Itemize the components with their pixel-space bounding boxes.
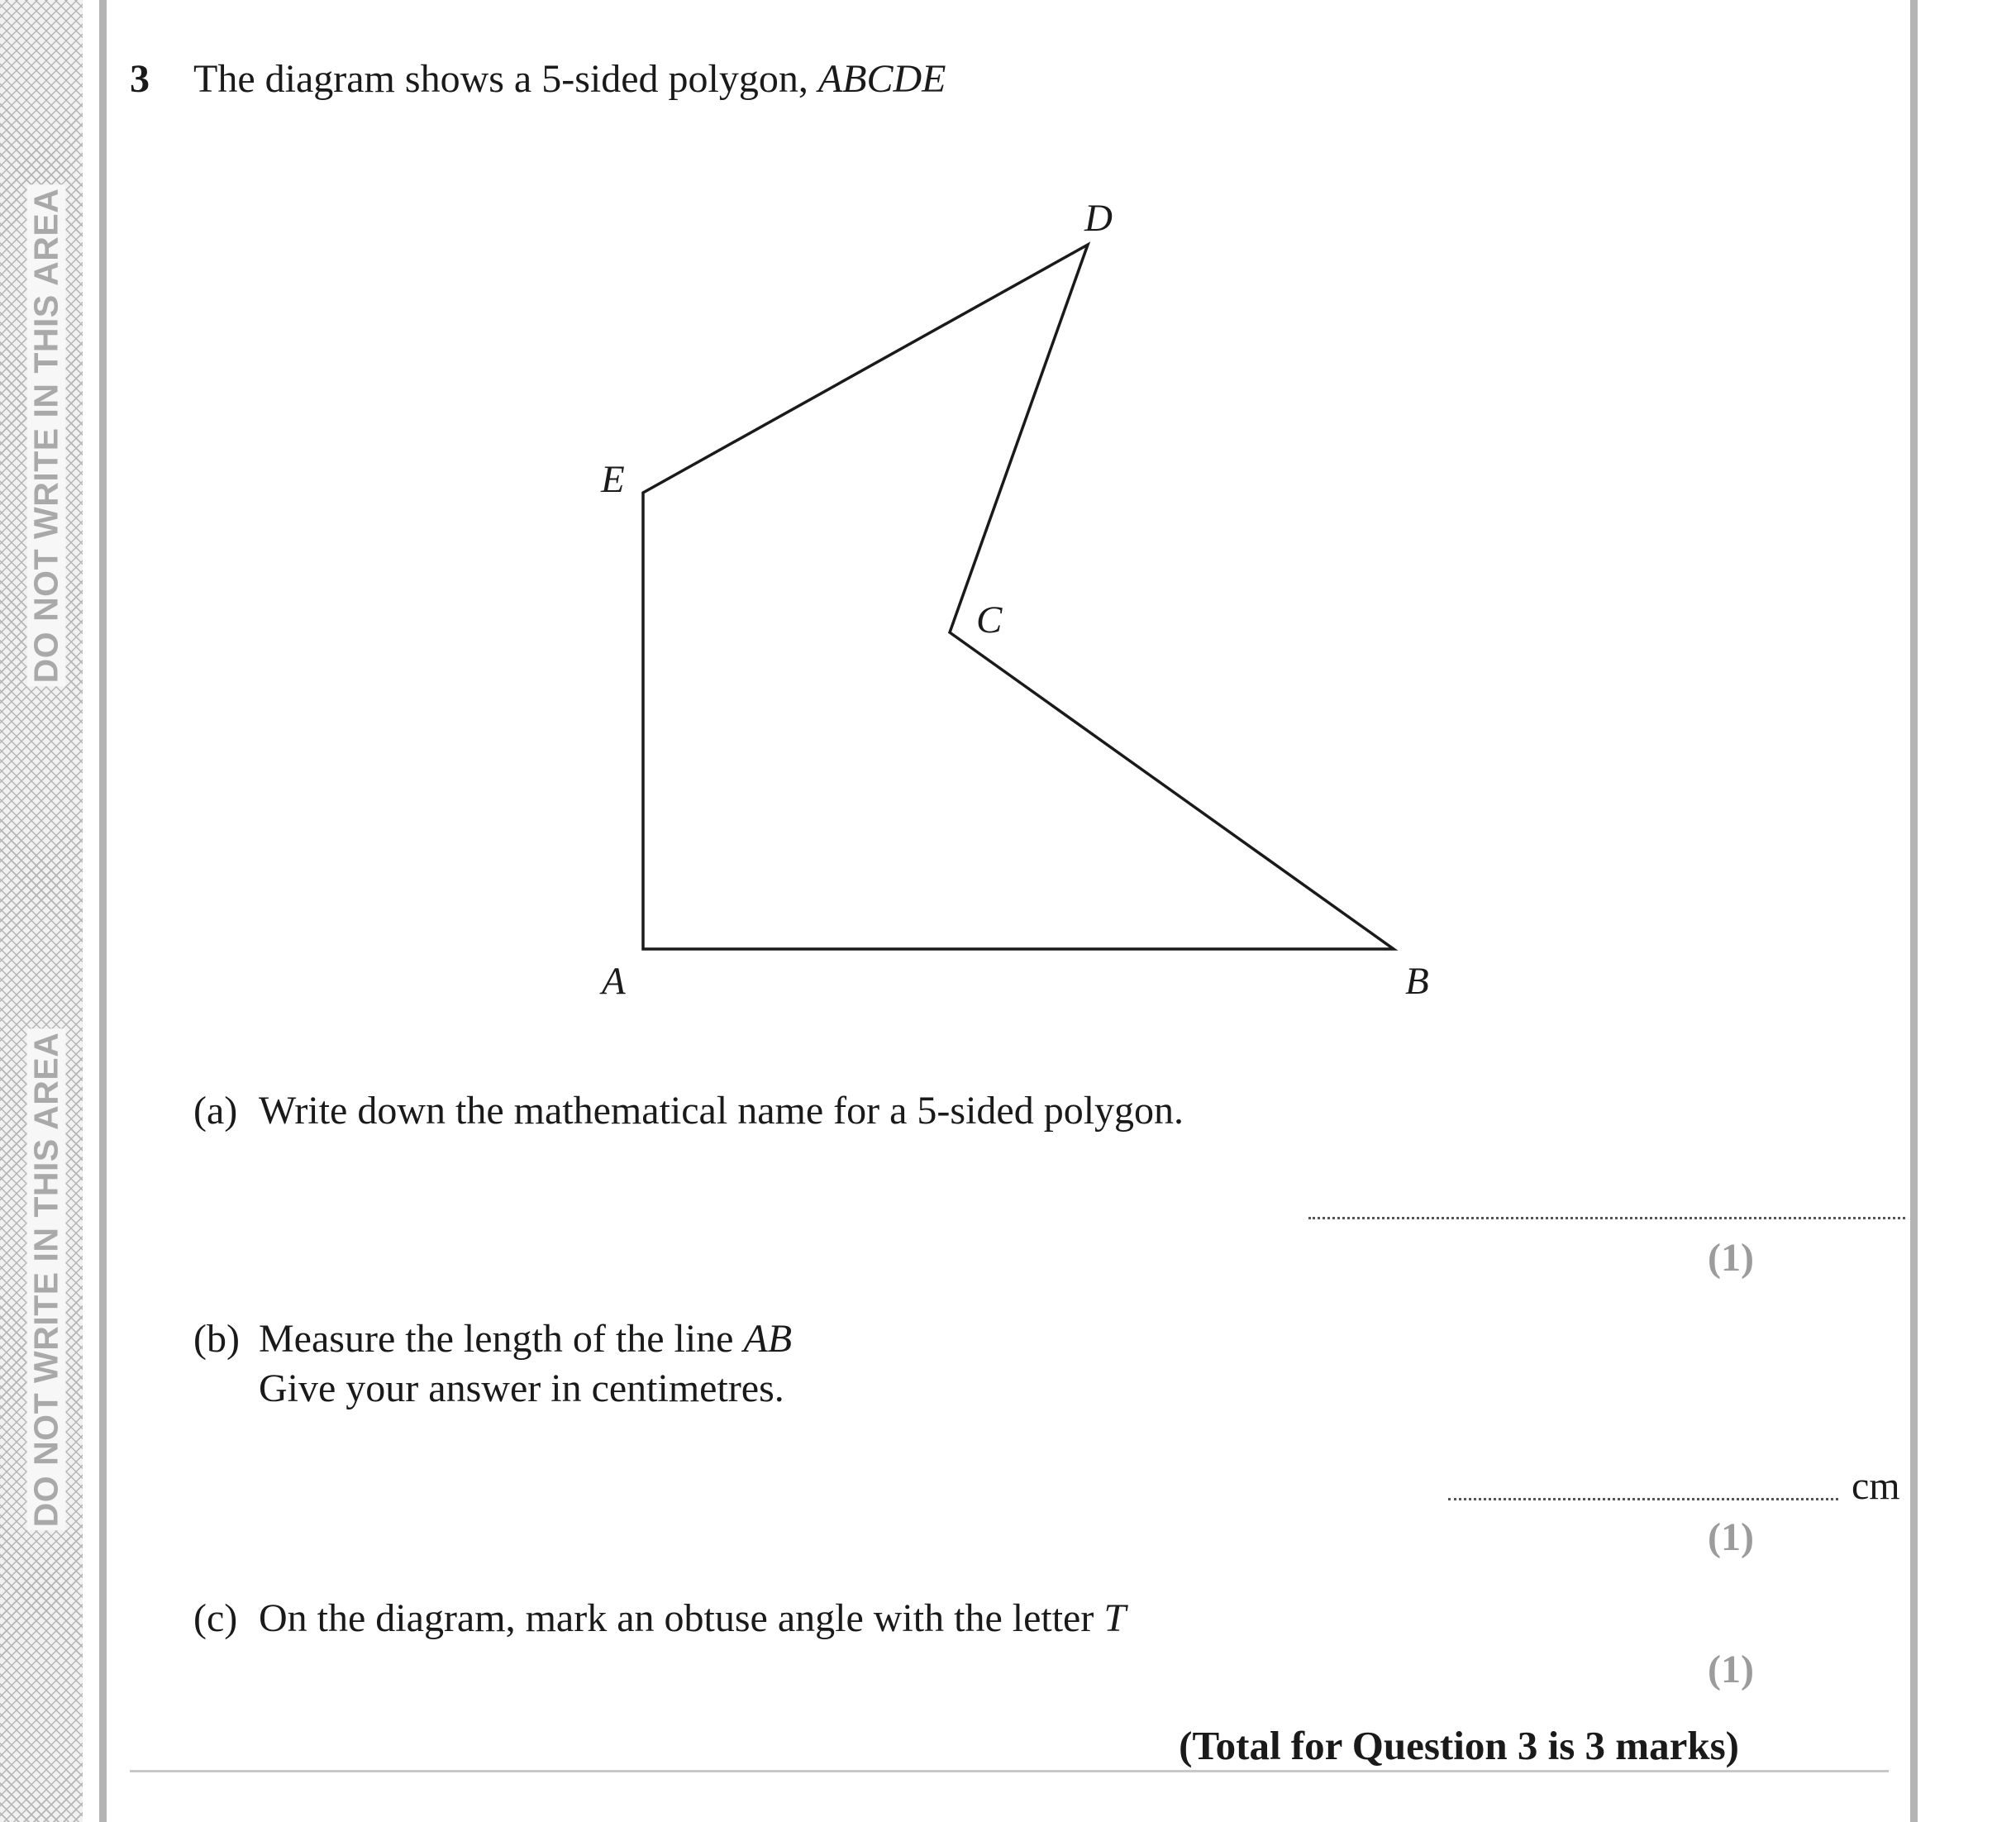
vertex-label-a: A [602, 960, 626, 1003]
marks-c: (1) [1708, 1648, 1754, 1691]
part-c-letter: T [1103, 1596, 1127, 1640]
marks-b: (1) [1708, 1515, 1754, 1559]
question-polygon-name: ABCDE [817, 57, 946, 101]
vertex-label-c: C [976, 599, 1003, 642]
part-a-label: (a) [193, 1089, 238, 1133]
margin-warning-lower: DO NOT WRITE IN THIS AREA [27, 1029, 66, 1531]
polygon-abcde[interactable] [643, 245, 1394, 949]
vertex-label-b: B [1405, 960, 1429, 1003]
answer-line-b[interactable] [1448, 1498, 1838, 1500]
part-b-line2: Give your answer in centimetres. [259, 1366, 784, 1410]
part-b-label: (b) [193, 1317, 240, 1361]
part-b-line1 [259, 1316, 792, 1362]
part-c-label: (c) [193, 1596, 238, 1640]
marks-a: (1) [1708, 1236, 1754, 1280]
question-stem-text: The diagram shows a 5-sided polygon, [193, 57, 818, 101]
part-a-text: Write down the mathematical name for a 5-sided polygon. [259, 1089, 1184, 1133]
question-number: 3 [130, 57, 150, 101]
vertex-label-e: E [601, 458, 625, 501]
part-b-text: Measure the length of the line [259, 1317, 744, 1361]
answer-line-a[interactable] [1308, 1217, 1905, 1219]
part-b-line-name: AB [743, 1317, 793, 1361]
part-c-line [259, 1595, 1126, 1641]
margin-warning-upper: DO NOT WRITE IN THIS AREA [27, 185, 66, 687]
vertex-label-d: D [1084, 197, 1113, 240]
part-c-text: On the diagram, mark an obtuse angle with the letter [259, 1596, 1104, 1640]
bottom-rule [130, 1770, 1889, 1772]
question-total: (Total for Question 3 is 3 marks) [1179, 1723, 1739, 1768]
unit-cm: cm [1852, 1464, 1900, 1508]
